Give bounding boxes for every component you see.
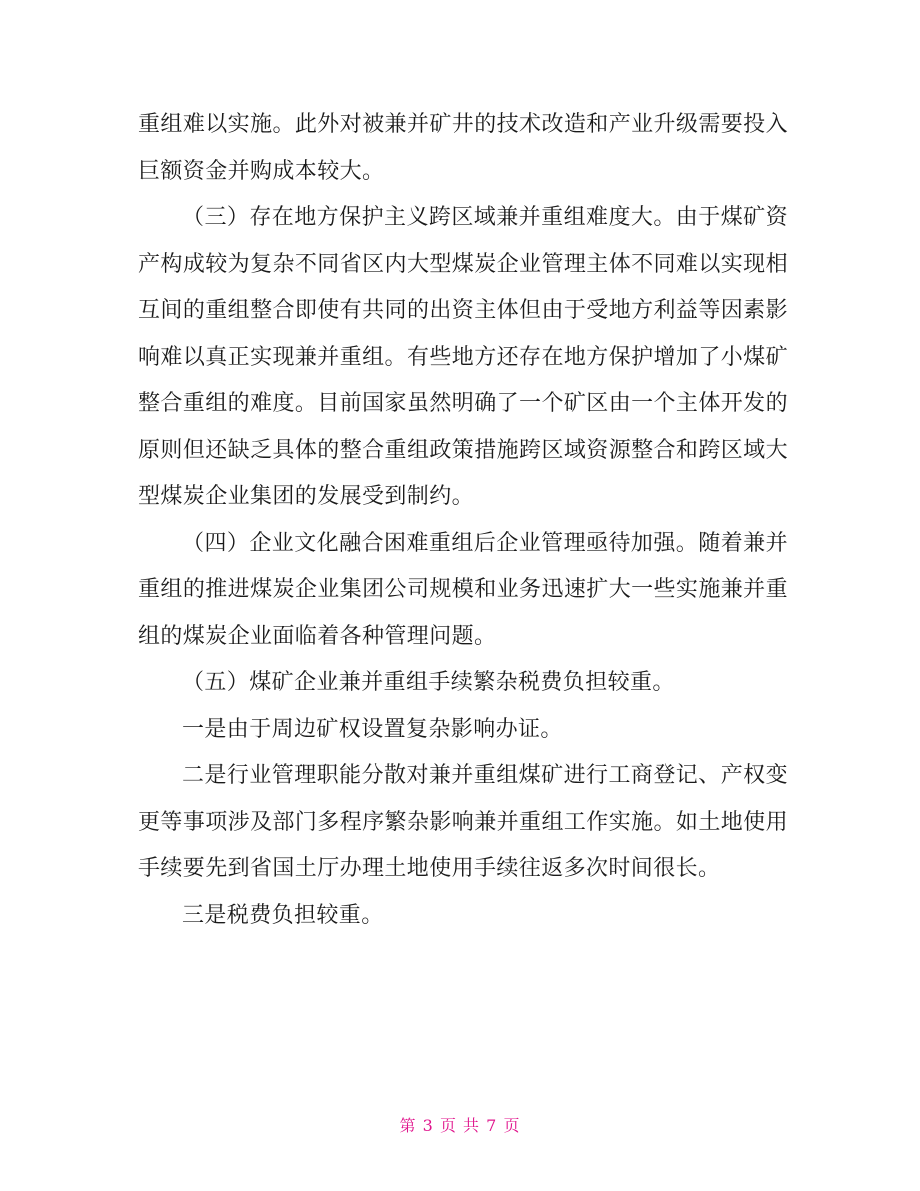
document-body (138, 102, 788, 939)
paragraph-section-four: （四）企业文化融合困难重组后企业管理亟待加强。随着兼并重组的推进煤炭企业集团公司规模和业务迅速扩大一些实施兼并重组的煤炭企业面临着各种管理问题。 (138, 530, 788, 649)
paragraph-continuation: 重组难以实施。此外对被兼并矿井的技术改造和产业升级需要投入巨额资金并购成本较大。 (138, 112, 788, 184)
paragraph-point-three: 三是税费负担较重。 (182, 902, 384, 928)
paragraph-point-one: 一是由于周边矿权设置复杂影响办证。 (182, 716, 563, 742)
footer-suffix: 页 (503, 1116, 521, 1135)
page-footer (0, 1113, 920, 1136)
footer-total-pages: 7 (486, 1116, 498, 1135)
paragraph-section-three: （三）存在地方保护主义跨区域兼并重组难度大。由于煤矿资产构成较为复杂不同省区内大型煤炭企业管理主体不同难以实现相互间的重组整合即使有共同的出资主体但由于受地方利益等因素影响难以真正实现兼并重组。有些地方还存在地方保护增加了小煤矿整合重组的难度。目前国家虽然明确了一个矿区由一个主体开发的原则但还缺乏具体的整合重组政策措施跨区域资源整合和跨区域大型煤炭企业集团的发展受到制约。 (138, 205, 788, 509)
footer-total-label: 共 (463, 1116, 481, 1135)
paragraph-section-five: （五）煤矿企业兼并重组手续繁杂税费负担较重。 (182, 670, 675, 695)
footer-prefix: 第 (399, 1116, 417, 1135)
paragraph-point-two: 二是行业管理职能分散对兼并重组煤矿进行工商登记、产权变更等事项涉及部门多程序繁杂影响兼并重组工作实施。如土地使用手续要先到省国土厅办理土地使用手续往返多次时间很长。 (138, 763, 788, 881)
footer-current-page: 3 (422, 1116, 434, 1135)
footer-page-label: 页 (439, 1116, 457, 1135)
